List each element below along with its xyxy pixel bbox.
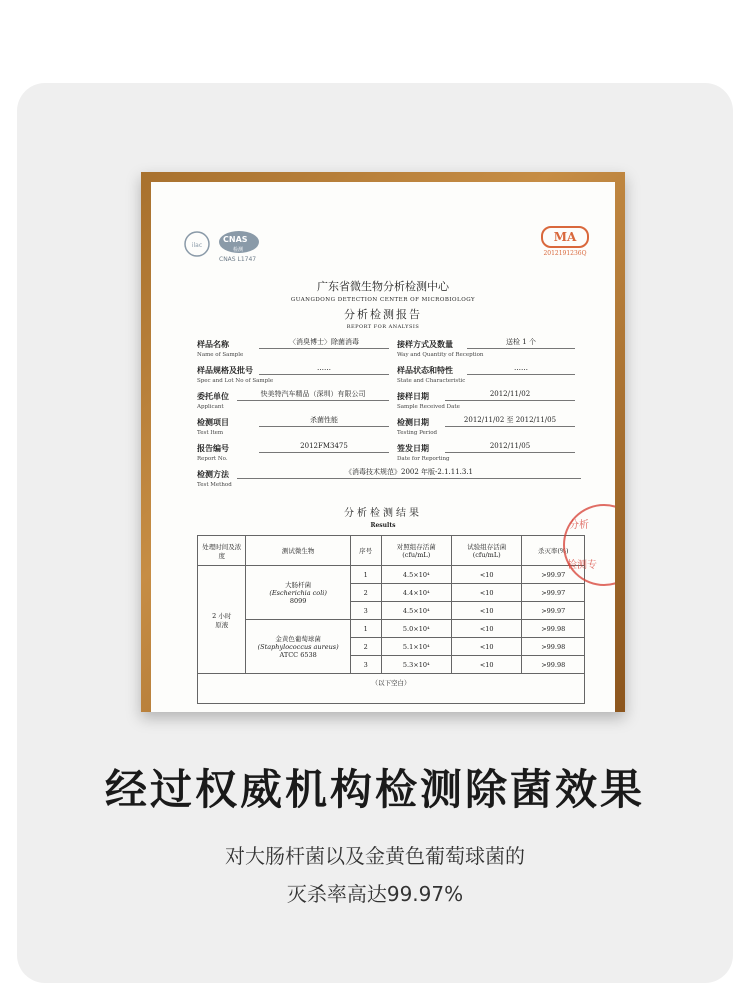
certificate-paper <box>151 182 615 712</box>
table-header: 对照组存活菌(cfu/mL) <box>381 536 451 566</box>
table-header: 杀灭率(%) <box>522 536 585 566</box>
fields-left <box>197 337 393 467</box>
organism-cell: 大肠杆菌 (Escherichia coli) 8099 <box>246 566 350 620</box>
table-header-row <box>198 536 585 566</box>
field-report-date: 签发日期 2012/11/05 Date for Reporting <box>397 441 579 467</box>
certificate-frame <box>141 172 625 712</box>
main-heading: 经过权威机构检测除菌效果 <box>104 765 645 814</box>
field-test-item: 检测项目 杀菌性能 Test Item <box>197 415 393 441</box>
svg-text:ilac: ilac <box>191 242 203 249</box>
ma-number: 2012191236Q <box>543 250 587 257</box>
organization-name: 广东省微生物分析检测中心 <box>317 280 449 293</box>
subtitle-line-1: 对大肠杆菌以及金黄色葡萄球菌的 <box>225 844 525 868</box>
table-row: 2 4.4×10⁴ <10 >99.97 <box>198 584 585 602</box>
table-header: 测试微生物 <box>246 536 350 566</box>
field-spec: 样品规格及批号 …… Spec and Lot No of Sample <box>197 363 393 389</box>
table-row: 3 4.5×10⁴ <10 >99.97 <box>198 602 585 620</box>
red-seal-stamp: 分析 检测专 <box>563 504 615 586</box>
table-header: 试验组存活菌(cfu/mL) <box>451 536 521 566</box>
field-reception: 接样方式及数量 送检 1 个 Way and Quantity of Reception <box>397 337 579 363</box>
ma-mark: MA <box>541 226 589 248</box>
field-applicant: 委托单位 快美特汽车精品（深圳）有限公司 Applicant <box>197 389 393 415</box>
table-header: 序号 <box>350 536 381 566</box>
time-concentration-cell: 2 小时 原液 <box>198 566 246 674</box>
field-report-no: 报告编号 2012FM3475 Report No. <box>197 441 393 467</box>
cma-logo <box>541 226 589 266</box>
results-title-en: Results <box>370 522 396 529</box>
field-test-method: 检测方法 《消毒技术规范》2002 年版-2.1.11.3.1 Test Method <box>197 467 581 493</box>
cnas-logo <box>183 228 273 266</box>
report-title-en: REPORT FOR ANALYSIS <box>346 324 420 330</box>
results-title: 分析检测结果 <box>344 508 422 519</box>
table-row: 2 5.1×10⁴ <10 >99.98 <box>198 638 585 656</box>
field-sample-name: 样品名称 〈消臭博士〉除菌消毒 Name of Sample <box>197 337 393 363</box>
table-footer-row: （以下空白） <box>198 674 585 704</box>
cnas-number: CNAS L1747 <box>219 256 257 263</box>
field-received-date: 接样日期 2012/11/02 Sample Received Date <box>397 389 579 415</box>
field-testing-period: 检测日期 2012/11/02 至 2012/11/05 Testing Period <box>397 415 579 441</box>
table-row: 金黄色葡萄球菌 (Staphylococcus aureus) ATCC 6538 1 5.0×10⁴ <10 >99.98 <box>198 620 585 638</box>
results-table <box>197 535 585 704</box>
cnas-text: CNAS <box>223 235 248 244</box>
field-state: 样品状态和特性 …… State and Characteristic <box>397 363 579 389</box>
table-header: 处理时间及浓度 <box>198 536 246 566</box>
organism-cell: 金黄色葡萄球菌 (Staphylococcus aureus) ATCC 6538 <box>246 620 350 674</box>
organization-name-en: GUANGDONG DETECTION CENTER OF MICROBIOLOGY <box>290 297 476 303</box>
table-row: 3 5.3×10⁴ <10 >99.98 <box>198 656 585 674</box>
report-title: 分析检测报告 <box>344 308 422 321</box>
subtitle-line-2: 灭杀率高达99.97% <box>286 882 464 906</box>
fields-right <box>397 337 579 467</box>
table-row: 2 小时 原液 大肠杆菌 (Escherichia coli) 8099 1 4.5×10⁴ <10 >99.97 <box>198 566 585 584</box>
cnas-sub: 检测 <box>233 247 244 253</box>
